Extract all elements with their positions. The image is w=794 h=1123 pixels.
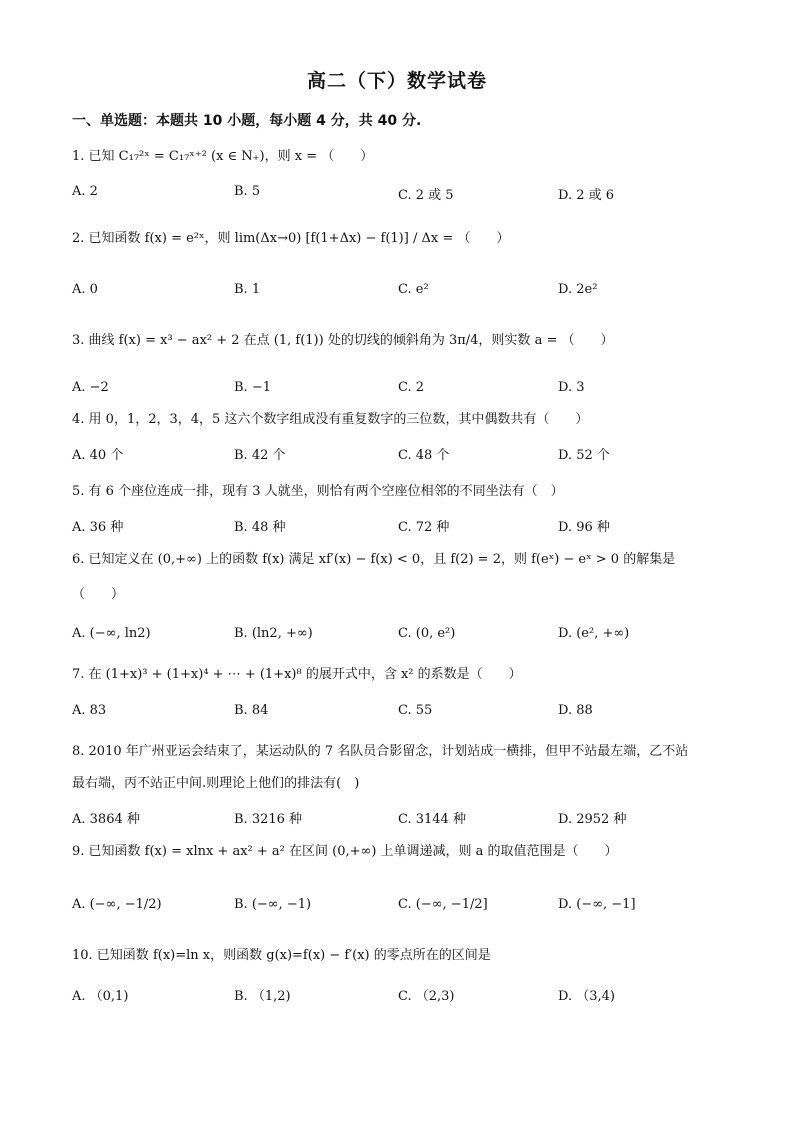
option-b: B. (−∞, −1) <box>234 897 312 912</box>
option-b: B. 42 个 <box>234 448 286 463</box>
option-c: C. 55 <box>398 703 433 718</box>
question-5-stem: 5. 有 6 个座位连成一排，现有 3 人就坐，则恰有两个空座位相邻的不同坐法有（ ） <box>72 484 564 499</box>
option-a: A. −2 <box>72 380 109 395</box>
question-6-stem: 6. 已知定义在 (0,+∞) 上的函数 f(x) 满足 xf′(x) − f(x) < 0，且 f(2) = 2，则 f(eˣ) − eˣ > 0 的解集是 <box>72 552 676 567</box>
option-d: D. 96 种 <box>558 520 610 535</box>
option-a: A. 40 个 <box>72 448 124 463</box>
option-c: C. 2 或 5 <box>398 188 454 203</box>
question-8-options <box>72 808 752 826</box>
question-6-options <box>72 626 752 644</box>
option-c: C. 2 <box>398 380 425 395</box>
option-a: A. (−∞, ln2) <box>72 626 151 641</box>
option-b: B. 5 <box>234 184 261 199</box>
option-c: C. 3144 种 <box>398 812 466 827</box>
option-a: A. 83 <box>72 703 107 718</box>
page-title: 高二（下）数学试卷 <box>306 70 487 92</box>
option-a: A. (−∞, −1/2) <box>72 897 162 912</box>
option-c: C. 72 种 <box>398 520 450 535</box>
question-2-options <box>72 282 752 300</box>
option-d: D. 2e² <box>558 282 598 297</box>
option-d: D. 2952 种 <box>558 812 627 827</box>
option-b: B. 3216 种 <box>234 812 303 827</box>
question-9-options <box>72 897 752 915</box>
option-a: A. 0 <box>72 282 98 297</box>
option-b: B. 48 种 <box>234 520 286 535</box>
option-d: D. 52 个 <box>558 448 610 463</box>
question-7-stem: 7. 在 (1+x)³ + (1+x)⁴ + ⋯ + (1+x)⁸ 的展开式中，含 x² 的系数是（ ） <box>72 667 522 682</box>
question-1-options <box>72 184 752 202</box>
question-7-options <box>72 703 752 721</box>
option-a: A. （0,1) <box>72 989 129 1004</box>
option-d: D. 88 <box>558 703 593 718</box>
option-b: B. （1,2) <box>234 989 291 1004</box>
question-10-stem: 10. 已知函数 f(x)=ln x，则函数 g(x)=f(x) − f′(x) 的零点所在的区间是 <box>72 948 491 963</box>
question-6-stem-continued: （ ） <box>72 587 125 602</box>
option-b: B. 1 <box>234 282 261 297</box>
option-a: A. 2 <box>72 184 98 199</box>
question-1-stem: 1. 已知 C₁₇²ˣ = C₁₇ˣ⁺² (x ∈ N₊)，则 x = （ ） <box>72 149 374 164</box>
option-c: C. 48 个 <box>398 448 450 463</box>
option-c: C. (0, e²) <box>398 626 456 641</box>
question-8-stem-continued: 最右端，丙不站正中间.则理论上他们的排法有( ) <box>72 776 360 791</box>
question-8-stem: 8. 2010 年广州亚运会结束了，某运动队的 7 名队员合影留念，计划站成一横排，但甲不站最左端，乙不站 <box>72 744 689 759</box>
option-d: D. (−∞, −1] <box>558 897 636 912</box>
option-b: B. 84 <box>234 703 269 718</box>
option-a: A. 36 种 <box>72 520 124 535</box>
option-d: D. 2 或 6 <box>558 188 615 203</box>
option-c: C. (−∞, −1/2] <box>398 897 488 912</box>
option-d: D. （3,4) <box>558 989 615 1004</box>
question-10-options <box>72 985 752 1003</box>
question-9-stem: 9. 已知函数 f(x) = xlnx + ax² + a² 在区间 (0,+∞) 上单调递减，则 a 的取值范围是（ ） <box>72 844 618 859</box>
option-d: D. (e², +∞) <box>558 626 630 641</box>
option-c: C. （2,3) <box>398 989 455 1004</box>
option-b: B. (ln2, +∞) <box>234 626 313 641</box>
option-b: B. −1 <box>234 380 271 395</box>
question-5-options <box>72 516 752 534</box>
question-3-stem: 3. 曲线 f(x) = x³ − ax² + 2 在点 (1, f(1)) 处的切线的倾斜角为 3π/4，则实数 a = （ ） <box>72 333 614 348</box>
question-3-options <box>72 380 752 398</box>
option-a: A. 3864 种 <box>72 812 140 827</box>
question-2-stem: 2. 已知函数 f(x) = e²ˣ，则 lim(Δx→0) [f(1+Δx) − f(1)] / Δx = （ ） <box>72 231 510 246</box>
question-4-stem: 4. 用 0，1，2，3，4，5 这六个数字组成没有重复数字的三位数，其中偶数共有（ ） <box>72 412 589 427</box>
question-4-options <box>72 444 752 462</box>
option-c: C. e² <box>398 282 429 297</box>
section-heading: 一、单选题：本题共 10 小题，每小题 4 分，共 40 分. <box>72 113 422 129</box>
option-d: D. 3 <box>558 380 585 395</box>
